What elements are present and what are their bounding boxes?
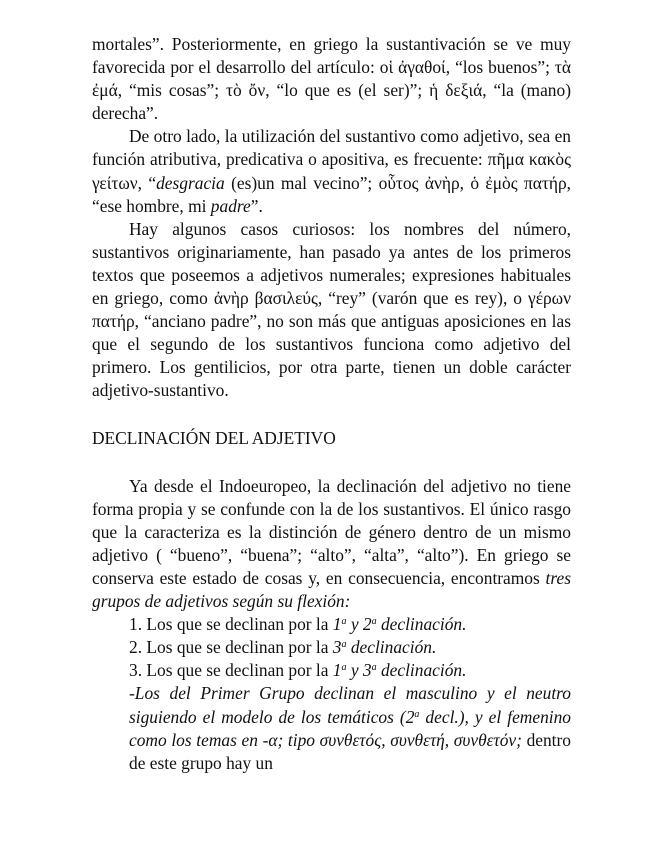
list-number: 3 <box>362 660 372 681</box>
text-span: -Los del Primer Grupo declinan el masculino y el neutro siguiendo el modelo de los temáticos (2 <box>129 683 571 727</box>
list-number: 1 <box>332 614 342 635</box>
ordinal-marker: a <box>371 616 377 628</box>
text-span: ”. <box>250 195 263 216</box>
list-conjunction: y <box>346 660 363 681</box>
list-conjunction: y <box>346 614 363 635</box>
paragraph-declinacion <box>92 475 571 614</box>
list-item <box>129 659 571 682</box>
text-span: Ya desde el Indoeuropeo, la declinación del adjetivo no tiene forma propia y se confunde con la de los sustantivos. El único rasgo que la caracteriza es la distinción de género dentro de un mismo adjetivo ( “bueno”, “buena”; “alto”, “alta”, “alto”). En griego se conserva este estado de cosas y, en consecuencia, encontramos <box>92 475 571 588</box>
list-tail: declinación. <box>376 660 467 681</box>
document-page <box>92 33 571 775</box>
ordinal-marker: a <box>371 662 377 674</box>
declension-list <box>92 613 571 775</box>
paragraph-casos-curiosos: Hay algunos casos curiosos: los nombres del número, sustantivos originariamente, han pasado ya antes de los primeros textos que poseemos a adjetivos numerales; expresiones habituales en griego, como ἀνὴρ βασιλεύς, “rey” (varón que es rey), o γέρων πατήρ, “anciano padre”, no son más que antiguas aposiciones en las que el segundo de los sustantivos funciona como adjetivo del primero. Los gentilicios, por otra parte, tienen un doble carácter adjetivo-sustantivo. <box>92 218 571 401</box>
ordinal-marker: a <box>341 616 347 628</box>
list-number: 2 <box>362 614 372 635</box>
list-item <box>129 636 571 659</box>
text-span: decl.), y el femenino como los temas en -α; tipo συνθετός, συνθετή, συνθετόν; <box>129 706 571 750</box>
list-item-declension <box>333 637 437 657</box>
group-note <box>129 682 571 774</box>
italic-padre: padre <box>210 195 251 216</box>
list-number: 3 <box>332 637 342 658</box>
list-item-prefix: 1. Los que se declinan por la <box>129 614 333 635</box>
list-item <box>129 613 571 636</box>
ordinal-marker: a <box>341 662 347 674</box>
section-heading: DECLINACIÓN DEL ADJETIVO <box>92 427 336 448</box>
italic-grupos: tres grupos de adjetivos según su flexión: <box>92 567 571 612</box>
ordinal-marker: a <box>414 708 420 720</box>
paragraph-sustantivo-adjetivo <box>92 125 571 217</box>
list-item-declension <box>333 660 467 680</box>
text-span: De otro lado, la utilización del sustantivo como adjetivo, sea en función atributiva, predicativa o apositiva, es frecuente: πῆμα κακὸς γείτων, “ <box>92 126 571 193</box>
text-span: dentro de este grupo hay un <box>129 729 572 773</box>
italic-group-note <box>129 683 571 749</box>
list-tail: declinación. <box>376 614 467 635</box>
list-item-declension <box>333 614 467 634</box>
text-span: (es)un mal vecino”; οὗτος ἀνὴρ, ὁ ἐμὸς πατήρ, “ese hombre, mi <box>92 172 571 216</box>
ordinal-marker: a <box>341 639 347 651</box>
list-tail: declinación. <box>346 637 437 658</box>
italic-desgracia: desgracia <box>156 172 225 193</box>
list-item-prefix: 3. Los que se declinan por la <box>129 660 333 681</box>
paragraph-sustantivacion: mortales”. Posteriormente, en griego la sustantivación se ve muy favorecida por el desarrollo del artículo: οἱ ἀγαθοί, “los buenos”; τὰ ἐμά, “mis cosas”; τὸ ὄν, “lo que es (el ser)”; ἡ δεξιά, “la (mano) derecha”. <box>92 34 571 124</box>
list-number: 1 <box>332 660 342 681</box>
list-item-prefix: 2. Los que se declinan por la <box>129 637 333 658</box>
